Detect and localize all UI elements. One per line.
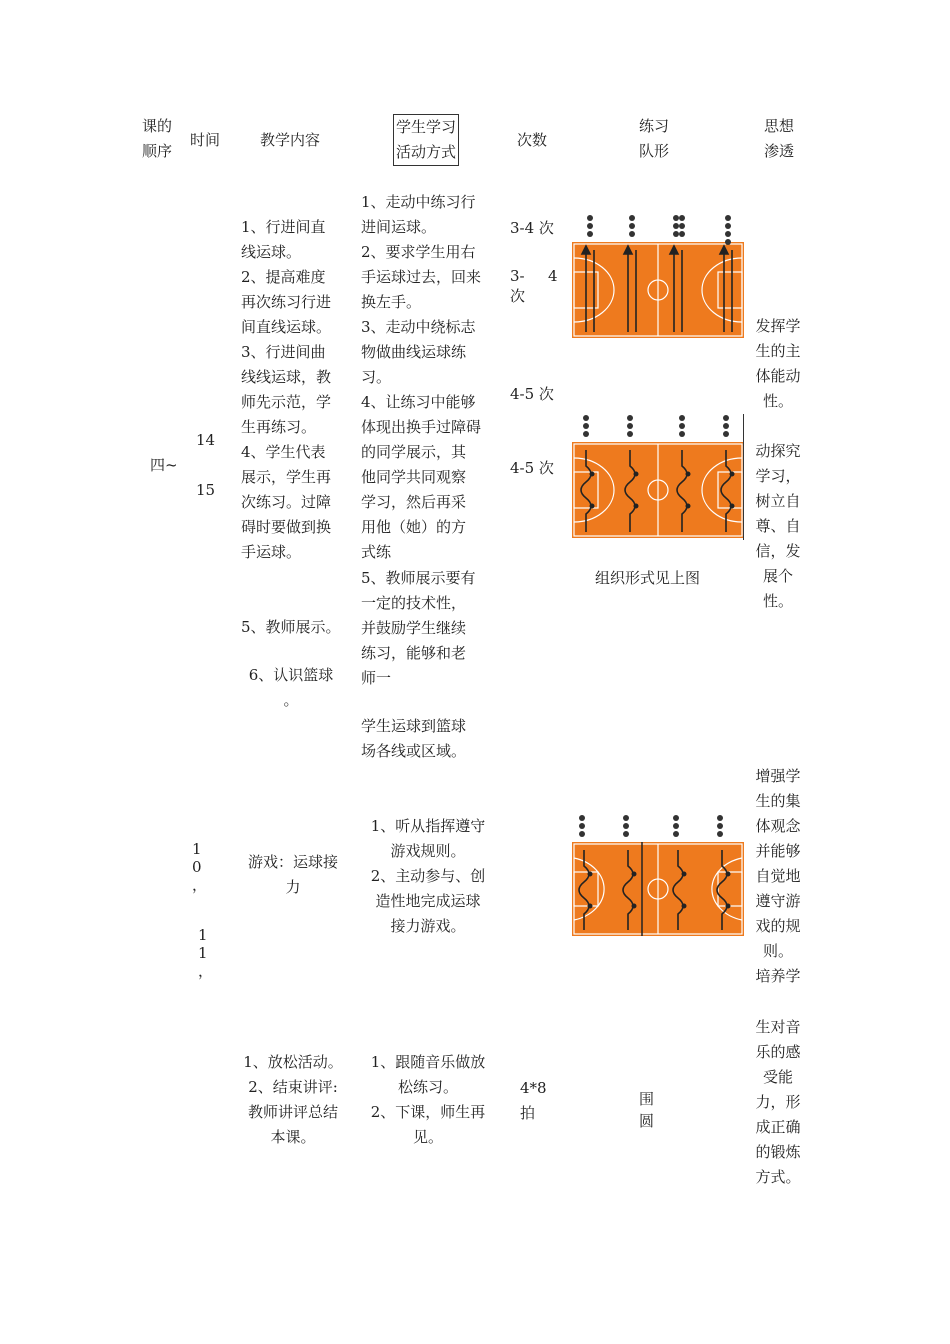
row3-ideology: 生对音 乐的感 受能 力，形 成正确 的锻炼 方式。 bbox=[755, 1018, 801, 1186]
header-order: 课的 顺序 bbox=[141, 117, 172, 160]
header-formation: 练习 队形 bbox=[638, 117, 669, 160]
row3-count: 4*8 拍 bbox=[520, 1079, 547, 1122]
row1-count-1: 3-4 次 bbox=[510, 219, 554, 237]
row1-content-a: 1、行进间直 线运球。 2、提高难度 再次练习行进 间直线运球。 3、行进间曲 线线运球，教 师先示范，学 生再练习。 4、学生代表 展示，学生再 次练习。过障 碍时要做到换 手运球。 bbox=[241, 218, 332, 561]
row1-time-b: 15 bbox=[196, 481, 216, 499]
row3-formation: 围 圆 bbox=[639, 1090, 655, 1130]
row3-method: 1、跟随音乐做放 松练习。 2、下课，师生再 见。 bbox=[370, 1053, 486, 1146]
row1-order: 四~ bbox=[150, 456, 178, 474]
row1-count-4: 4-5 次 bbox=[510, 459, 554, 477]
header-time: 时间 bbox=[190, 131, 221, 149]
row1-count-2c: 次 bbox=[510, 287, 526, 305]
row1-count-2b: 4 bbox=[548, 267, 558, 285]
row1-method-a: 1、走动中练习行 进间运球。 2、要求学生用右 手运球过去，回来 换左手。 3、走动中绕标志 物做曲线运球练 习。 4、让练习中能够 体现出换手过障碍 的同学展示，其 他同学共同观察 学习，然后再采 用他（她）的方 式练 bbox=[361, 193, 482, 561]
row2-time-a: 1 0 ， bbox=[192, 840, 208, 894]
row1-method-b: 5、教师展示要有 一定的技术性， 并鼓励学生继续 练习，能够和老 师一 bbox=[361, 569, 476, 687]
row1-content-c: 6、认识篮球 。 bbox=[248, 666, 334, 709]
row2-time-b: 1 1 ， bbox=[198, 926, 214, 980]
row1-count-3: 4-5 次 bbox=[510, 385, 554, 403]
header-ideology: 思想 渗透 bbox=[763, 117, 794, 160]
row1-content-b: 5、教师展示。 bbox=[241, 618, 341, 636]
row1-method-c: 学生运球到篮球 场各线或区域。 bbox=[361, 717, 467, 760]
header-content: 教学内容 bbox=[260, 131, 321, 149]
row3-content: 1、放松活动。 2、结束讲评: 教师讲评总结 本课。 bbox=[243, 1053, 343, 1146]
row2-content: 游戏：运球接 力 bbox=[247, 853, 338, 896]
row1-time-a: 14 bbox=[196, 431, 216, 449]
court-diagram-curve bbox=[572, 410, 744, 540]
row1-count-2a: 3- bbox=[510, 267, 525, 285]
row2-method: 1、听从指挥遵守 游戏规则。 2、主动参与、创 造性地完成运球 接力游戏。 bbox=[370, 817, 486, 935]
row1-ideology: 发挥学 生的主 体能动 性。 动探究 学习， 树立自 尊、自 信，发 展个 性。 bbox=[755, 317, 801, 610]
row1-formation-note: 组织形式见上图 bbox=[595, 569, 701, 587]
vertical-divider bbox=[743, 414, 744, 540]
court-diagram-straight bbox=[572, 210, 744, 340]
row2-ideology: 增强学 生的集 体观念 并能够 自觉地 遵守游 戏的规 则。 培养学 bbox=[755, 767, 801, 985]
header-method: 学生学习 活动方式 bbox=[393, 114, 459, 166]
court-diagram-relay bbox=[572, 812, 744, 936]
header-count: 次数 bbox=[517, 131, 548, 149]
